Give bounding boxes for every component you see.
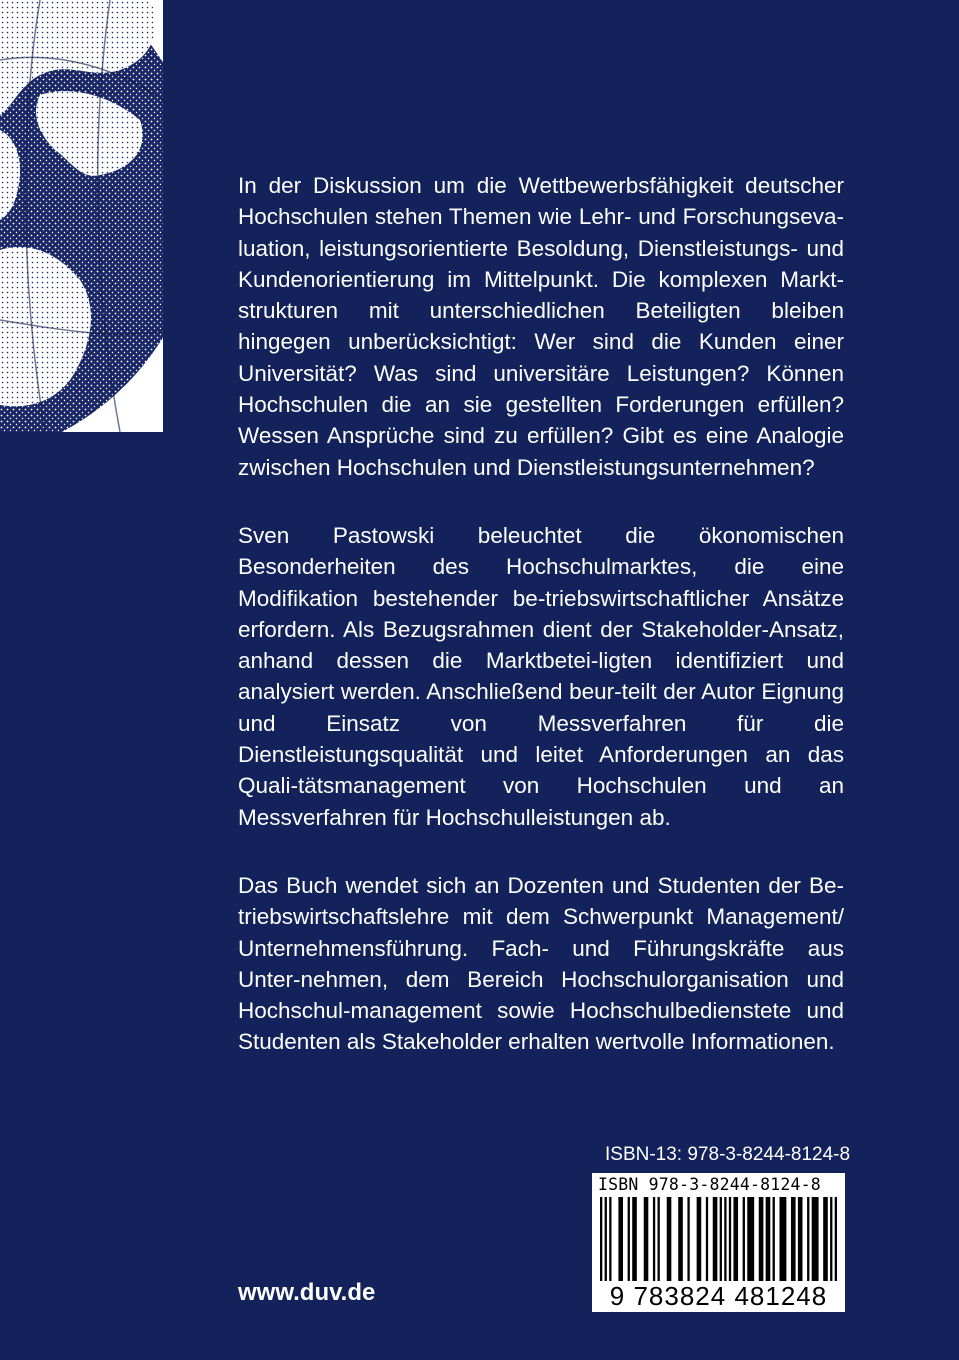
barcode-isbn-text: ISBN 978-3-8244-8124-8 <box>598 1175 821 1194</box>
barcode-digits: 9 783824 481248 <box>609 1281 828 1311</box>
blurb-paragraph-1: In der Diskussion um die Wettbewerbsfähigkeit deutscher Hochschulen stehen Themen wie Lehr- und Forschungseva-luation, leistungsorientierte Besoldung, Dienstleistungs- und Kundenorientierung im Mittelpunkt. Die komplexen Markt-strukturen mit unterschiedlichen Beteiligten bleiben hingegen unberücksichtigt: Wer sind die Kunden einer Universität? Was sind universitäre Leistungen? Können Hochschulen die an sie gestellten Forderungen erfüllen? Wessen Ansprüche sind zu erfüllen? Gibt es eine Analogie zwischen Hochschulen und Dienstleistungsunternehmen? <box>238 173 844 480</box>
barcode-bar <box>713 1197 718 1281</box>
barcode-bar <box>773 1197 775 1281</box>
publisher-website[interactable]: www.duv.de <box>238 1279 376 1306</box>
barcode-bar <box>779 1197 786 1281</box>
barcode <box>592 1173 845 1312</box>
barcode-bar <box>644 1197 649 1281</box>
barcode-bar <box>733 1197 738 1281</box>
barcode-bar <box>609 1197 611 1281</box>
barcode-bar <box>628 1197 630 1281</box>
barcode-bar <box>600 1197 602 1281</box>
barcode-bar <box>791 1197 796 1281</box>
barcode-bar <box>632 1197 637 1281</box>
barcode-bar <box>667 1197 672 1281</box>
barcode-bar <box>720 1197 722 1281</box>
barcode-bar <box>747 1197 754 1281</box>
barcode-bar <box>678 1197 683 1281</box>
isbn-label: ISBN-13: 978-3-8244-8124-8 <box>605 1144 851 1165</box>
barcode-bar <box>807 1197 809 1281</box>
barcode-bar <box>687 1197 689 1281</box>
barcode-bar <box>697 1197 702 1281</box>
barcode-bar <box>835 1197 837 1281</box>
barcode-bar <box>653 1197 655 1281</box>
barcode-bar <box>766 1197 771 1281</box>
back-cover-blurb <box>238 170 844 1095</box>
barcode-bar <box>706 1197 708 1281</box>
barcode-bar <box>605 1197 607 1281</box>
globe-icon <box>0 0 163 432</box>
barcode-bar <box>830 1197 832 1281</box>
blurb-paragraph-2: Sven Pastowski beleuchtet die ökonomischen Besonderheiten des Hochschulmarktes, die eine Modifikation bestehender be-triebswirtschaftlicher Ansätze erfordern. Als Bezugsrahmen dient der Stakeholder-Ansatz, anhand dessen die Marktbetei-ligten identifiziert und analysiert werden. Anschließend beur-teilt der Autor Eignung und Einsatz von Messverfahren für die Dienstleistungsqualität und leitet Anforderungen an das Quali-tätsmanagement von Hochschulen und an Messverfahren für Hochschulleistungen ab. <box>238 522 844 830</box>
barcode-bar <box>618 1197 623 1281</box>
barcode-bars <box>600 1197 837 1281</box>
barcode-bar <box>759 1197 764 1281</box>
barcode-bar <box>798 1197 803 1281</box>
barcode-bar <box>812 1197 819 1281</box>
globe-illustration <box>0 0 163 432</box>
barcode-bar <box>823 1197 828 1281</box>
barcode-bar <box>658 1197 660 1281</box>
barcode-bar <box>724 1197 726 1281</box>
blurb-paragraph-3: Das Buch wendet sich an Dozenten und Studenten der Be-triebswirtschaftslehre mit dem Schwerpunkt Management/ Unternehmensführung. Fach- und Führungskräfte aus Unter-nehmen, dem Bereich Hochschulorganisation und Hochschul-management sowie Hochschulbedienstete und Studenten als Stakeholder erhalten wertvolle Informationen. <box>238 872 844 1055</box>
barcode-bar <box>729 1197 731 1281</box>
barcode-bar <box>743 1197 745 1281</box>
